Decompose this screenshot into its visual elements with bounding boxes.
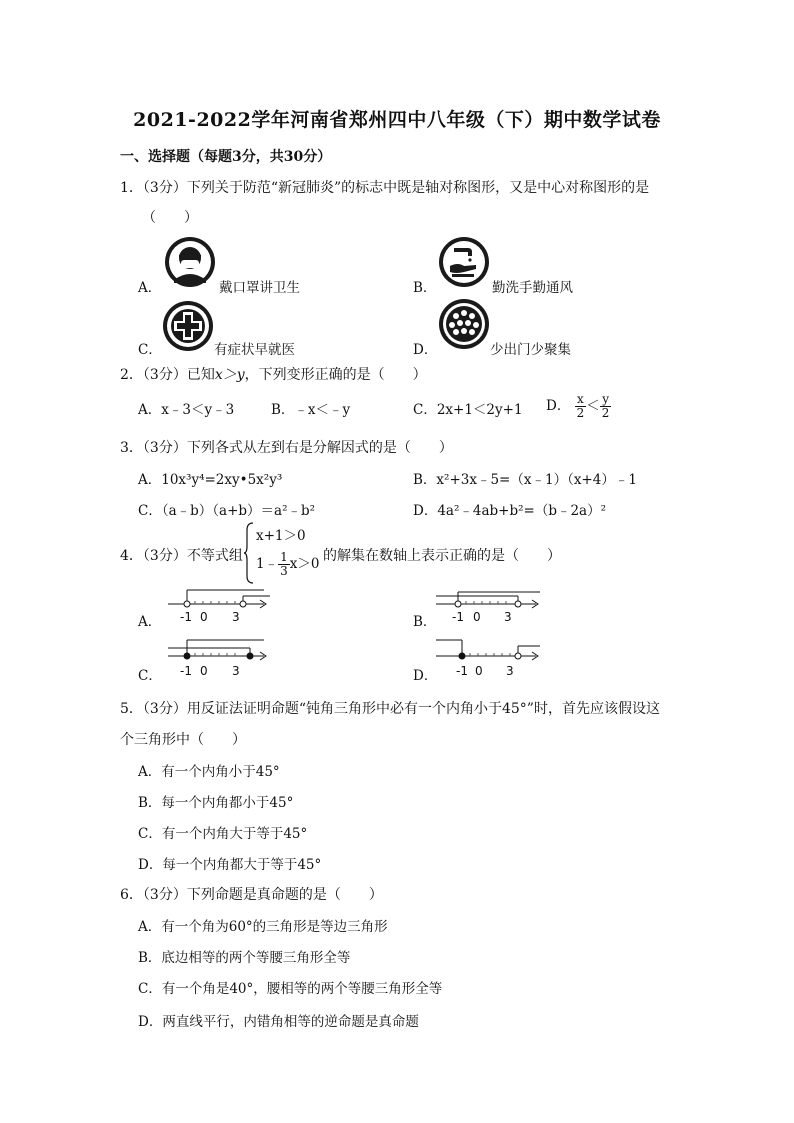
q4-b-tick-minus-one: -1 <box>452 610 464 624</box>
q2-stem <box>120 364 427 384</box>
q4-option-b-letter: B． <box>413 614 437 630</box>
q4-system-eq1: x+1＞0 <box>256 528 306 544</box>
system-brace <box>244 522 254 584</box>
q6-option-c: C．有一个角是40°，腰相等的两个等腰三角形全等 <box>138 981 443 997</box>
q1-option-b-letter: B． <box>413 280 437 296</box>
q2-option-d-relation: ＜ <box>586 398 600 414</box>
q5-stem: 5．（3分）用反证法证明命题“钝角三角形中必有一个内角小于45°”时，首先应该假设这 <box>120 701 660 717</box>
q4-d-tick-three: 3 <box>506 664 514 678</box>
q4-option-c-letter: C． <box>138 668 162 684</box>
q2-stem-prefix: 2．（3分）已知 <box>120 367 215 383</box>
q6-option-d: D．两直线平行，内错角相等的逆命题是真命题 <box>138 1014 419 1030</box>
q1-option-d-letter: D． <box>413 342 438 358</box>
q4-b-tick-three: 3 <box>504 610 512 624</box>
page-title: 2021-2022学年河南省郑州四中八年级（下）期中数学试卷 <box>133 109 661 131</box>
q1-option-d-label: 少出门少聚集 <box>490 342 571 358</box>
medical-cross-icon <box>162 300 214 352</box>
q6-option-b: B．底边相等的两个等腰三角形全等 <box>138 950 351 966</box>
mask-icon <box>164 236 216 288</box>
q2-option-c: C．2x+1＜2y+1 <box>413 402 523 418</box>
q1-option-c-letter: C． <box>138 342 162 358</box>
q1-option-a-letter: A． <box>138 280 162 296</box>
q4-d-tick-zero: 0 <box>475 664 483 678</box>
q2-stem-condition: x＞y <box>214 367 245 383</box>
q1-stem-paren: （ ） <box>142 210 198 226</box>
q4-system-eq2: 1﹣ $\frac{1}{3}$ x＞0 <box>256 550 320 578</box>
q5-option-c: C．有一个内角大于等于45° <box>138 826 308 842</box>
q3-option-b: B．x²+3x﹣5=（x﹣1）（x+4）﹣1 <box>413 472 637 488</box>
q5-option-d: D．每一个内角都大于等于45° <box>138 857 322 873</box>
q2-fraction-y: $\frac{y}{2}$ <box>601 392 610 420</box>
q3-option-c: C．（a﹣b）（a+b）＝a²﹣b² <box>138 503 316 519</box>
q4-c-tick-zero: 0 <box>200 664 208 678</box>
q4-a-tick-minus-one: -1 <box>180 610 192 624</box>
q5-option-b: B．每一个内角都小于45° <box>138 795 294 811</box>
q3-option-d: D．4a²﹣4ab+b²=（b﹣2a）² <box>413 503 607 519</box>
q4-stem-prefix: 4．（3分）不等式组 <box>120 548 243 564</box>
q3-option-a: A．10x³y⁴=2xy•5x²y³ <box>138 472 283 488</box>
q4-c-tick-three: 3 <box>232 664 240 678</box>
q4-option-a-letter: A． <box>138 614 162 630</box>
q6-stem: 6．（3分）下列命题是真命题的是（ ） <box>120 887 383 903</box>
q2-option-d-letter: D． <box>546 398 571 414</box>
q2-stem-suffix: ，下列变形正确的是（ ） <box>244 367 427 383</box>
q2-option-d <box>546 393 611 420</box>
q2-fraction-x: $\frac{x}{2}$ <box>576 392 585 420</box>
q4-number-line-a <box>160 582 272 610</box>
q1-option-c-label: 有症状早就医 <box>214 342 295 358</box>
q4-d-tick-minus-one: -1 <box>456 664 468 678</box>
q4-fraction-one-third: $\frac{1}{3}$ <box>280 550 288 578</box>
q4-number-line-b <box>432 582 544 610</box>
section-heading: 一、选择题（每题3分，共30分） <box>120 149 332 165</box>
q1-option-a-label: 戴口罩讲卫生 <box>219 280 300 296</box>
q4-a-tick-three: 3 <box>232 610 240 624</box>
q4-c-tick-minus-one: -1 <box>180 664 192 678</box>
q6-option-a: A．有一个角为60°的三角形是等边三角形 <box>138 919 388 935</box>
crowd-icon <box>438 298 490 350</box>
q4-option-d-letter: D． <box>413 668 438 684</box>
q5-option-a: A．有一个内角小于45° <box>138 764 280 780</box>
q4-number-line-d <box>432 636 544 664</box>
q1-stem: 1．（3分）下列关于防范“新冠肺炎”的标志中既是轴对称图形，又是中心对称图形的是 <box>120 180 650 196</box>
q5-stem-continued: 个三角形中（ ） <box>120 732 246 748</box>
handwash-icon <box>438 236 490 288</box>
q2-option-b: B．﹣x＜﹣y <box>271 402 351 418</box>
q2-option-a: A．x﹣3＜y﹣3 <box>138 402 235 418</box>
q4-b-tick-zero: 0 <box>473 610 481 624</box>
q4-number-line-c <box>160 636 272 664</box>
q4-a-tick-zero: 0 <box>200 610 208 624</box>
q4-stem-suffix: 的解集在数轴上表示正确的是（ ） <box>323 548 561 564</box>
q1-option-b-label: 勤洗手勤通风 <box>492 280 573 296</box>
q3-stem: 3．（3分）下列各式从左到右是分解因式的是（ ） <box>120 440 453 456</box>
